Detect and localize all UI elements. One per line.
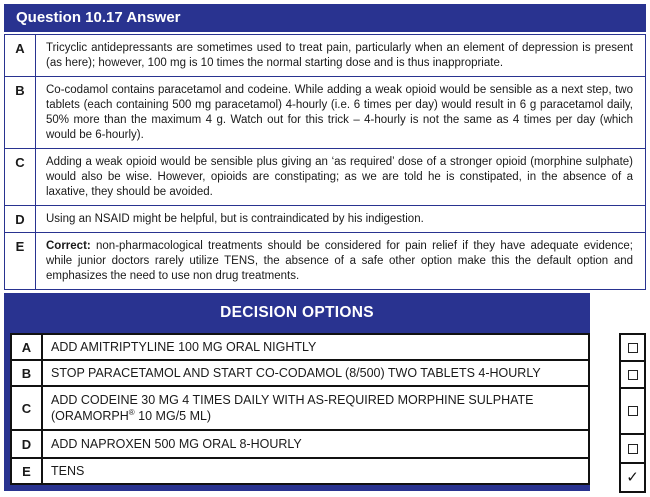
answer-row-d-label: D [5,206,36,233]
checkbox-unchecked-icon [628,406,638,416]
answer-table [4,34,646,290]
answer-row-a-label: A [5,35,36,77]
decision-row-a-label: A [11,334,42,360]
answer-section-title: Question 10.17 Answer [4,4,646,32]
answer-row-b-label: B [5,77,36,149]
checkbox-column [619,333,646,493]
checkmark-icon: ✓ [626,469,639,486]
decision-row-e-text: TENS [42,458,589,484]
answer-row-a [5,35,646,77]
checkbox-unchecked-icon [628,370,638,380]
decision-row-c-text-end: 10 MG/5 ML) [134,409,212,423]
decision-row-c [11,386,589,430]
decision-row-c-label: C [11,386,42,430]
decision-row-b [11,360,589,386]
checkbox-option-e[interactable] [621,464,644,491]
decision-row-a-text: ADD AMITRIPTYLINE 100 MG ORAL NIGHTLY [42,334,589,360]
checkbox-option-a[interactable] [621,335,644,362]
decision-row-c-text-start: ADD CODEINE 30 MG 4 TIMES DAILY WITH AS-REQUIRED MORPHINE SULPHATE (ORAMORPH [51,393,534,423]
answer-row-c-label: C [5,149,36,206]
registered-trademark-icon: ® [128,407,135,417]
answer-row-c [5,149,646,206]
answer-row-d-text: Using an NSAID might be helpful, but is contraindicated by his indigestion. [36,206,646,233]
answer-row-e-label: E [5,233,36,290]
answer-row-e [5,233,646,290]
decision-row-d [11,430,589,458]
answer-row-b-text: Co-codamol contains paracetamol and codeine. While adding a weak opioid would be sensible as a next step, two tablets (each containing 500 mg paracetamol) 4-hourly (i.e. 6 times per day) would result in 6 g paracetamol daily, 50% more than the maximum 4 g. Watch out for this trick – 4-hourly is not the same as 4 times per day (which would be 6-hourly). [36,77,646,149]
correct-label: Correct: [46,240,91,252]
checkbox-option-d[interactable] [621,435,644,464]
answer-row-c-text: Adding a weak opioid would be sensible plus giving an ‘as required’ dose of a stronger opioid (morphine sulphate) would also be wise. However, opioids are constipating; as we are told he is constipated, in the absence of a laxative, they should be avoided. [36,149,646,206]
checkbox-unchecked-icon [628,444,638,454]
decision-options-panel [4,293,590,491]
decision-row-d-text: ADD NAPROXEN 500 MG ORAL 8-HOURLY [42,430,589,458]
decision-row-b-label: B [11,360,42,386]
decision-row-d-label: D [11,430,42,458]
decision-row-a [11,334,589,360]
answer-row-e-text [36,233,646,290]
checkbox-option-b[interactable] [621,362,644,389]
decision-row-e [11,458,589,484]
answer-row-e-body: non-pharmacological treatments should be considered for pain relief if they have adequate evidence; while junior doctors rarely utilize TENS, the absence of a safe other option make this the default option and emphasizes the need to use non drug treatments. [46,240,633,282]
answer-row-a-text: Tricyclic antidepressants are sometimes used to treat pain, particularly when an element of depression is present (as here); however, 100 mg is 10 times the normal starting dose and is thus inappropriate. [36,35,646,77]
answer-row-d [5,206,646,233]
decision-row-e-label: E [11,458,42,484]
decision-options-table [10,333,590,485]
checkbox-unchecked-icon [628,343,638,353]
decision-row-b-text: STOP PARACETAMOL AND START CO-CODAMOL (8/500) TWO TABLETS 4-HOURLY [42,360,589,386]
decision-options-title: DECISION OPTIONS [220,304,374,321]
checkbox-option-c[interactable] [621,389,644,435]
decision-options-section [4,293,646,493]
answer-row-b [5,77,646,149]
answer-section [4,4,646,290]
decision-row-c-text [42,386,589,430]
